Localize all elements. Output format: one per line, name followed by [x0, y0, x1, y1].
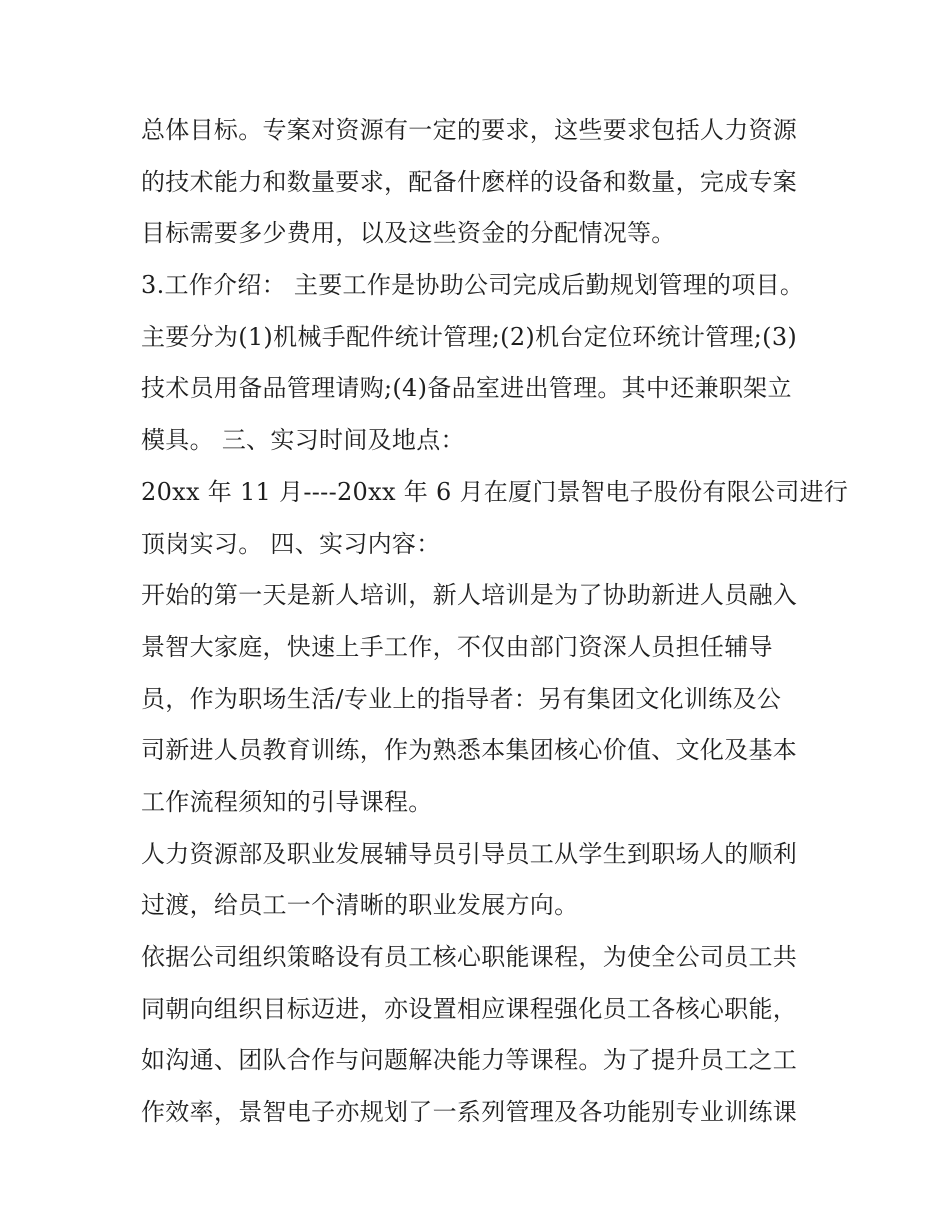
text-line: 主要分为(1)机械手配件统计管理;(2)机台定位环统计管理;(3) — [141, 322, 798, 351]
text-line: 开始的第一天是新人培训，新人培训是为了协助新进人员融入 — [141, 581, 798, 610]
text-line: 如沟通、团队合作与问题解决能力等课程。为了提升员工之工 — [141, 1046, 798, 1075]
text-line: 的技术能力和数量要求，配备什麽样的设备和数量，完成专案 — [141, 167, 798, 196]
text-line: 目标需要多少费用，以及这些资金的分配情况等。 — [141, 219, 676, 248]
text-line: 模具。 三、实习时间及地点： — [141, 426, 465, 455]
text-line: 景智大家庭，快速上手工作，不仅由部门资深人员担任辅导 — [141, 632, 773, 661]
text-line: 过渡，给员工一个清晰的职业发展方向。 — [141, 891, 579, 920]
document-body — [141, 105, 849, 1139]
text-line: 员，作为职场生活/专业上的指导者：另有集团文化训练及公 — [141, 684, 782, 713]
text-line: 作效率，景智电子亦规划了一系列管理及各功能别专业训练课 — [141, 1098, 798, 1127]
text-line: 3.工作介绍： 主要工作是协助公司完成后勤规划管理的项目。 — [141, 271, 805, 300]
text-line: 20xx 年 11 月----20xx 年 6 月在厦门景智电子股份有限公司进行 — [141, 477, 849, 506]
text-line: 司新进人员教育训练，作为熟悉本集团核心价值、文化及基本 — [141, 736, 798, 765]
text-line: 人力资源部及职业发展辅导员引导员工从学生到职场人的顺利 — [141, 839, 798, 868]
text-line: 依据公司组织策略设有员工核心职能课程，为使全公司员工共 — [141, 943, 798, 971]
text-line: 技术员用备品管理请购;(4)备品室进出管理。其中还兼职架立 — [141, 374, 792, 403]
text-line: 顶岗实习。 四、实习内容： — [141, 529, 441, 558]
text-line: 工作流程须知的引导课程。 — [141, 787, 433, 816]
text-line: 总体目标。专案对资源有一定的要求，这些要求包括人力资源 — [141, 116, 798, 144]
text-line: 同朝向组织目标迈进，亦设置相应课程强化员工各核心职能， — [141, 994, 798, 1023]
